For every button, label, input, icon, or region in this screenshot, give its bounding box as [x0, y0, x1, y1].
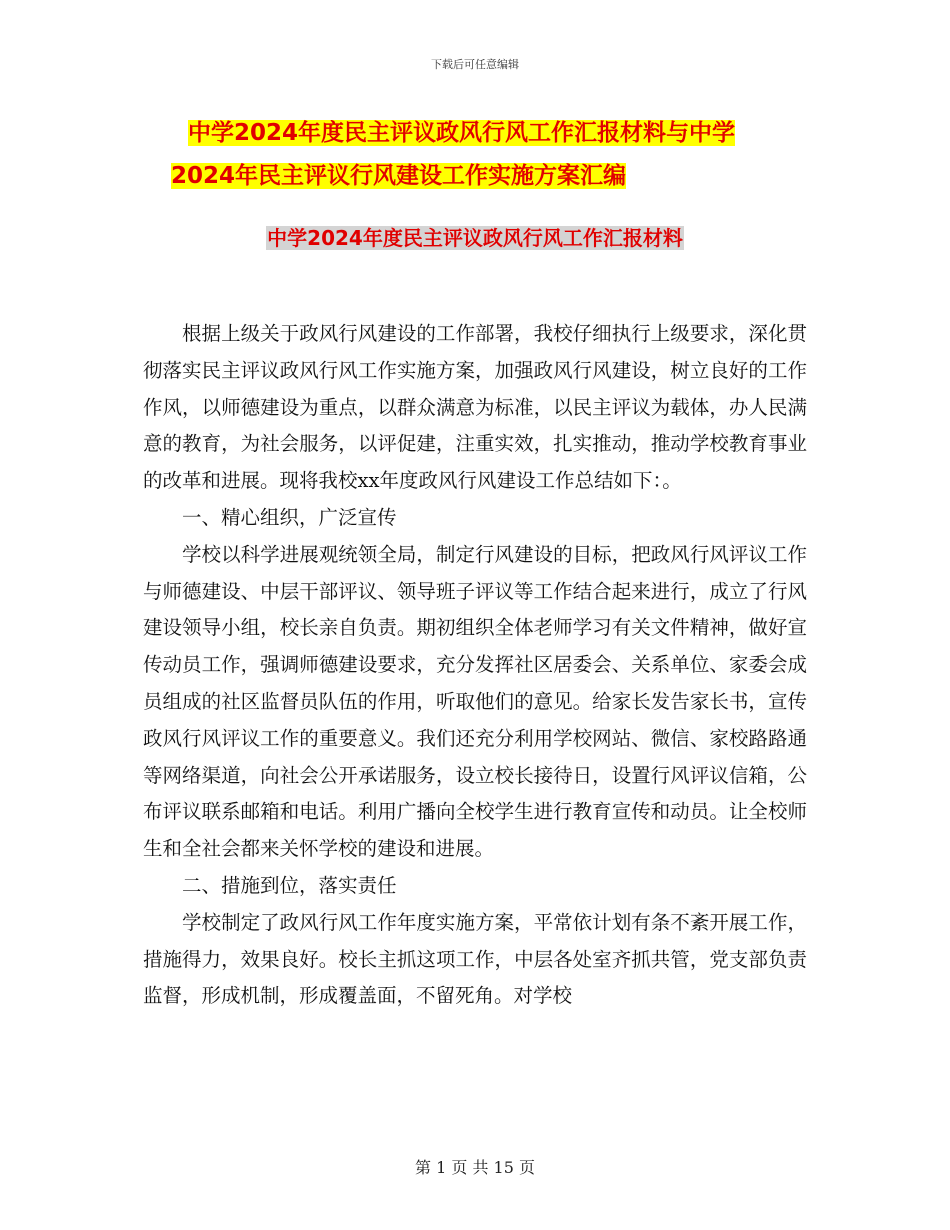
heading-2: 二、措施到位，落实责任: [182, 873, 397, 897]
paragraph-intro: 根据上级关于政风行风建设的工作部署，我校仔细执行上级要求，深化贯彻落实民主评议政风行风工作实施方案，加强政风行风建设，树立良好的工作作风，以师德建设为重点，以群众满意为标准，以民主评议为载体，办人民满意的教育，为社会服务，以评促建，注重实效，扎实推动，推动学校教育事业的改革和进展。现将我校xx年度政风行风建设工作总结如下：。: [143, 322, 807, 493]
title-line-1-text: 中学2024年度民主评议政风行风工作汇报材料与中学: [188, 120, 736, 146]
document-title: [140, 112, 810, 198]
page-footer: 第 1 页 共 15 页: [415, 1158, 535, 1177]
title-line-2: [171, 155, 810, 198]
title-line-2-text: 2024年民主评议行风建设工作实施方案汇编: [171, 163, 627, 189]
section-title: [0, 218, 950, 258]
heading-1: 一、精心组织，广泛宣传: [182, 505, 397, 529]
section-title-text: 中学2024年度民主评议政风行风工作汇报材料: [267, 226, 683, 250]
body-text: [143, 316, 807, 1015]
title-line-1: [188, 112, 810, 155]
header-note: 下载后可任意编辑: [431, 58, 519, 71]
paragraph-2: 学校制定了政风行风工作年度实施方案，平常依计划有条不紊开展工作，措施得力，效果良好。校长主抓这项工作，中层各处室齐抓共管，党支部负责监督，形成机制，形成覆盖面，不留死角。对学校: [143, 910, 807, 1008]
paragraph-1: 学校以科学进展观统领全局，制定行风建设的目标，把政风行风评议工作与师德建设、中层干部评议、领导班子评议等工作结合起来进行，成立了行风建设领导小组，校长亲自负责。期初组织全体老师学习有关文件精神，做好宣传动员工作，强调师德建设要求，充分发挥社区居委会、关系单位、家委会成员组成的社区监督员队伍的作用，听取他们的意见。给家长发告家长书，宣传政风行风评议工作的重要意义。我们还充分利用学校网站、微信、家校路路通等网络渠道，向社会公开承诺服务，设立校长接待日，设置行风评议信箱，公布评议联系邮箱和电话。利用广播向全校学生进行教育宣传和动员。让全校师生和全社会都来关怀学校的建设和进展。: [143, 542, 807, 861]
